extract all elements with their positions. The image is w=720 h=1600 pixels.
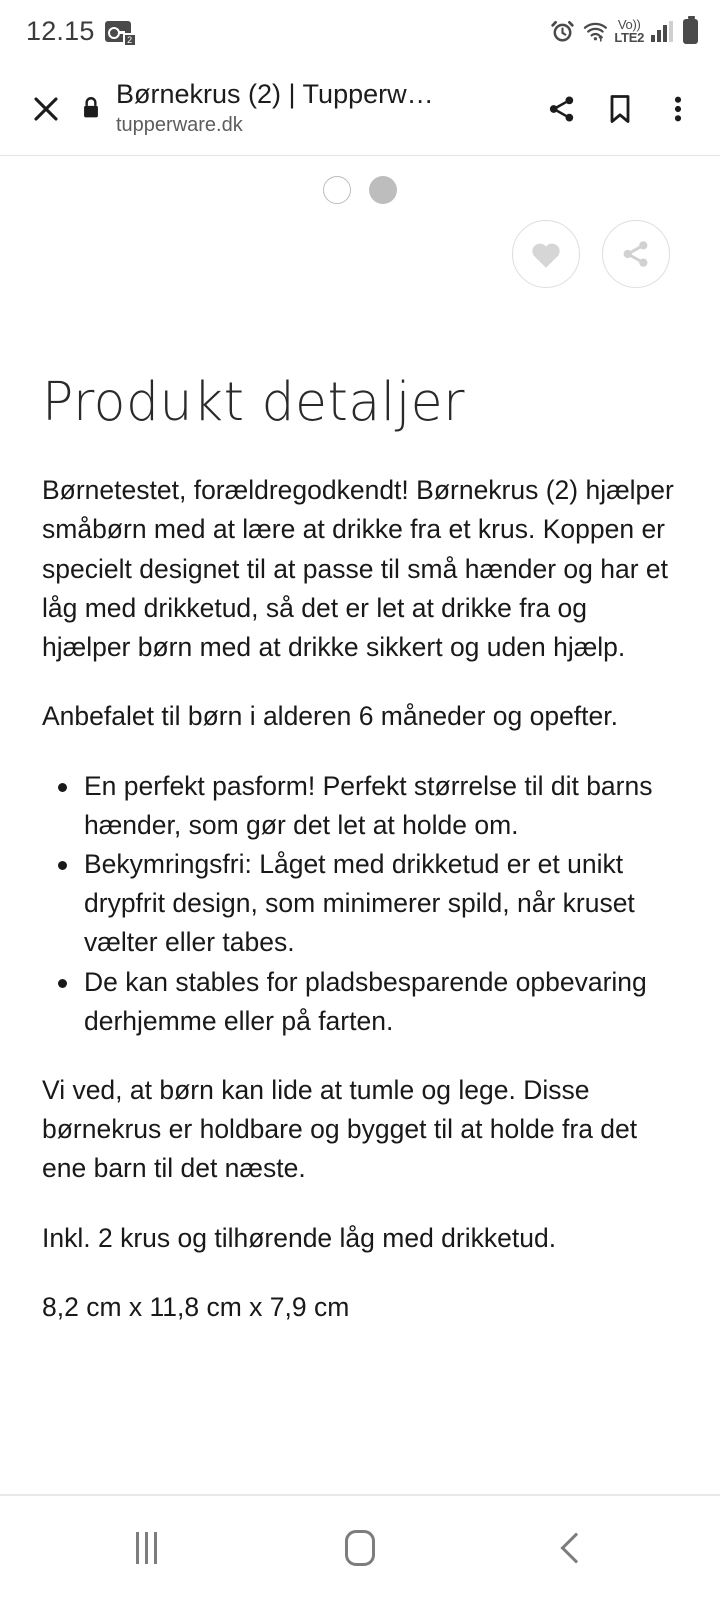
- close-icon: [30, 93, 62, 125]
- home-button[interactable]: [305, 1513, 415, 1583]
- list-item: En perfekt pasform! Perfekt størrelse til dit barns hænder, som gør det let at holde om.: [84, 767, 680, 845]
- list-item: Bekymringsfri: Låget med drikketud er et unikt drypfrit design, som minimerer spild, når kruset vælter eller tabes.: [84, 845, 680, 963]
- bookmark-button[interactable]: [594, 83, 646, 135]
- webview-content[interactable]: [0, 156, 720, 1494]
- description-paragraph-1: Børnetestet, forældregodkendt! Børnekrus (2) hjælper småbørn med at lære at drikke fra et krus. Koppen er specielt designet til at passe til små hænder og har et låg med drikketud, så det er let at drikke fra og hjælper børn med at drikke sikkert og uden hjælp.: [42, 475, 674, 663]
- carousel-dot-2[interactable]: [369, 176, 397, 204]
- address-bar[interactable]: [80, 79, 532, 138]
- status-clock: 12.15: [26, 15, 95, 46]
- wifi-icon: [582, 19, 609, 43]
- status-bar: [0, 0, 720, 62]
- description-paragraph-4: Inkl. 2 krus og tilhørende låg med drikketud.: [42, 1222, 557, 1253]
- overflow-menu-icon: [665, 93, 691, 125]
- voicemail-count-badge: 2: [123, 33, 137, 47]
- feature-list: [42, 767, 680, 1042]
- product-share-button[interactable]: [602, 220, 670, 288]
- page-title: Børnekrus (2) | Tupperw…: [116, 78, 434, 109]
- description-paragraph-3: Vi ved, at børn kan lide at tumle og lege. Disse børnekrus er holdbare og bygget til at holde fra det ene barn til det næste.: [42, 1075, 638, 1184]
- battery-icon: [683, 19, 698, 44]
- lock-icon: [80, 95, 102, 126]
- wishlist-button[interactable]: [512, 220, 580, 288]
- home-icon: [345, 1530, 375, 1566]
- page-url: tupperware.dk: [116, 114, 243, 137]
- voicemail-icon: [105, 21, 133, 45]
- description-paragraph-2: Anbefalet til børn i alderen 6 måneder og opefter.: [42, 701, 618, 732]
- recents-button[interactable]: [92, 1513, 202, 1583]
- browser-toolbar: [0, 62, 720, 156]
- carousel-dot-1[interactable]: [323, 176, 351, 204]
- bookmark-icon: [605, 93, 635, 125]
- alarm-icon: [550, 19, 575, 44]
- overflow-menu-button[interactable]: [652, 83, 704, 135]
- product-details-section: [0, 288, 720, 1327]
- toolbar-actions: [536, 83, 704, 135]
- recents-icon: [136, 1532, 157, 1564]
- back-icon: [561, 1532, 592, 1563]
- status-bar-right: [550, 18, 698, 44]
- share-button[interactable]: [536, 83, 588, 135]
- android-navigation-bar: [0, 1496, 720, 1600]
- signal-icon: [651, 21, 673, 42]
- carousel-pagination[interactable]: [0, 156, 720, 208]
- close-button[interactable]: [20, 83, 72, 135]
- status-bar-left: [26, 16, 131, 47]
- product-dimensions: 8,2 cm x 11,8 cm x 7,9 cm: [42, 1291, 350, 1322]
- share-icon: [620, 238, 652, 270]
- product-action-buttons: [0, 208, 720, 288]
- list-item: De kan stables for pladsbesparende opbevaring derhjemme eller på farten.: [84, 963, 680, 1041]
- back-button[interactable]: [518, 1513, 628, 1583]
- share-icon: [546, 93, 578, 125]
- page-heading: Produkt detaljer: [42, 371, 466, 434]
- heart-icon: [529, 239, 563, 270]
- volte-icon: Vo)) LTE2: [614, 17, 644, 45]
